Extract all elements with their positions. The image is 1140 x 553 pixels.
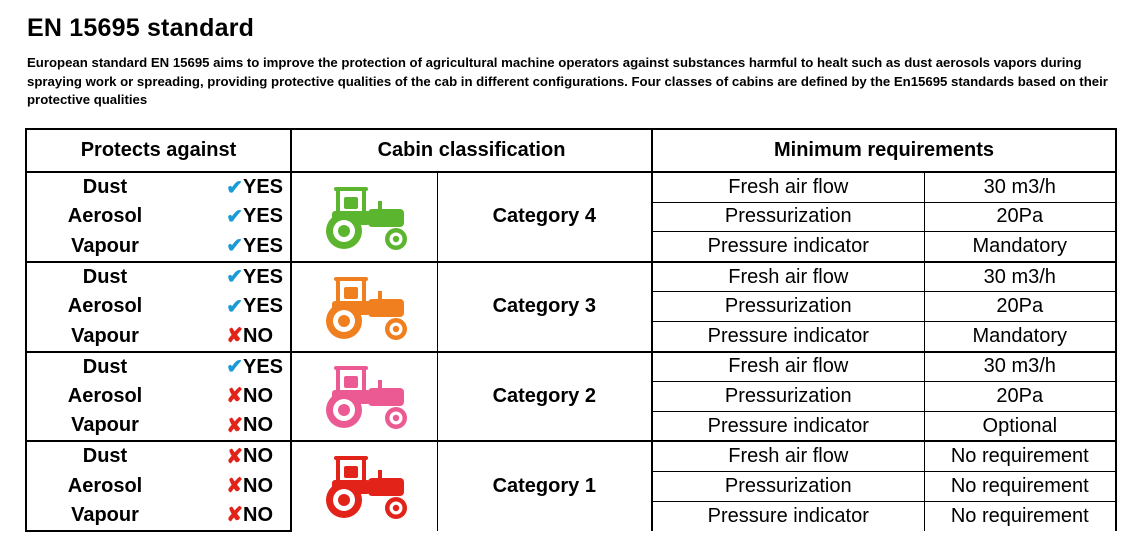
requirement-name: Fresh air flow: [652, 172, 924, 202]
cross-icon: ✘: [183, 501, 243, 531]
requirement-name: Pressure indicator: [652, 232, 924, 262]
protection-type: Dust: [26, 352, 183, 382]
table-row: [26, 441, 1116, 471]
tractor-icon: [314, 450, 414, 522]
requirement-name: Pressurization: [652, 292, 924, 322]
requirement-value: 20Pa: [924, 382, 1116, 412]
table-row: [26, 172, 1116, 202]
protection-answer: YES: [243, 352, 291, 382]
requirement-value: 30 m3/h: [924, 262, 1116, 292]
requirement-value: 30 m3/h: [924, 172, 1116, 202]
requirement-name: Fresh air flow: [652, 262, 924, 292]
category-name: Category 1: [437, 441, 652, 530]
check-icon: ✔: [183, 172, 243, 202]
protection-type: Dust: [26, 172, 183, 202]
description: European standard EN 15695 aims to improve the protection of agricultural machine operators against substances harmful to healt such as dust aerosols vapors during spraying work or spreading, providing protective qualities of the cab in different configurations. Four classes of cabins are defined by the En15695 standards based on their protective qualities: [27, 55, 1108, 107]
protection-type: Aerosol: [26, 202, 183, 232]
check-icon: ✔: [183, 262, 243, 292]
protection-type: Aerosol: [26, 292, 183, 322]
protection-type: Vapour: [26, 232, 183, 262]
check-icon: ✔: [183, 352, 243, 382]
requirement-value: Mandatory: [924, 321, 1116, 351]
cross-icon: ✘: [183, 441, 243, 471]
table-body: [26, 172, 1116, 531]
protection-type: Aerosol: [26, 382, 183, 412]
requirement-name: Pressure indicator: [652, 321, 924, 351]
requirement-name: Fresh air flow: [652, 441, 924, 471]
cross-icon: ✘: [226, 385, 243, 408]
requirement-value: 20Pa: [924, 292, 1116, 322]
page-title: EN 15695 standard: [27, 14, 255, 42]
requirement-value: Optional: [924, 411, 1116, 441]
check-icon: ✔: [226, 235, 243, 258]
header-row: [26, 129, 1116, 172]
tractor-icon: [314, 360, 414, 432]
category-name: Category 2: [437, 352, 652, 442]
protection-answer: NO: [243, 471, 291, 501]
cabin-icon-cell: [291, 172, 437, 262]
cabin-icon-cell: [291, 262, 437, 352]
requirement-name: Pressurization: [652, 382, 924, 412]
requirement-name: Fresh air flow: [652, 352, 924, 382]
requirement-value: No requirement: [924, 471, 1116, 501]
protection-answer: YES: [243, 172, 291, 202]
table-row: [26, 352, 1116, 382]
header-protects: Protects against: [26, 129, 291, 172]
cabin-icon-cell: [291, 352, 437, 442]
requirement-name: Pressurization: [652, 471, 924, 501]
requirement-name: Pressurization: [652, 202, 924, 232]
category-name: Category 4: [437, 172, 652, 262]
header-cabin: Cabin classification: [291, 129, 652, 172]
protection-type: Vapour: [26, 321, 183, 351]
requirement-value: 20Pa: [924, 202, 1116, 232]
protection-answer: YES: [243, 292, 291, 322]
tractor-icon: [314, 181, 414, 253]
requirement-name: Pressure indicator: [652, 501, 924, 531]
cross-icon: ✘: [226, 414, 243, 437]
requirement-value: Mandatory: [924, 232, 1116, 262]
protection-answer: YES: [243, 262, 291, 292]
header-requirements: Minimum requirements: [652, 129, 1116, 172]
en15695-table: [25, 128, 1117, 532]
requirement-name: Pressure indicator: [652, 411, 924, 441]
protection-answer: NO: [243, 382, 291, 412]
requirement-value: 30 m3/h: [924, 352, 1116, 382]
cross-icon: ✘: [226, 325, 243, 348]
cross-icon: ✘: [226, 475, 243, 498]
protection-type: Aerosol: [26, 471, 183, 501]
protection-type: Vapour: [26, 411, 183, 441]
protection-type: Dust: [26, 262, 183, 292]
tractor-icon: [314, 271, 414, 343]
table-row: [26, 262, 1116, 292]
protection-answer: NO: [243, 321, 291, 351]
protection-answer: YES: [243, 232, 291, 262]
check-icon: ✔: [226, 295, 243, 318]
protection-answer: NO: [243, 411, 291, 441]
protection-type: Dust: [26, 441, 183, 471]
protection-answer: NO: [243, 441, 291, 471]
cabin-icon-cell: [291, 441, 437, 530]
check-icon: ✔: [226, 205, 243, 228]
protection-answer: NO: [243, 501, 291, 531]
requirement-value: No requirement: [924, 501, 1116, 531]
requirement-value: No requirement: [924, 441, 1116, 471]
protection-type: Vapour: [26, 501, 183, 531]
category-name: Category 3: [437, 262, 652, 352]
protection-answer: YES: [243, 202, 291, 232]
